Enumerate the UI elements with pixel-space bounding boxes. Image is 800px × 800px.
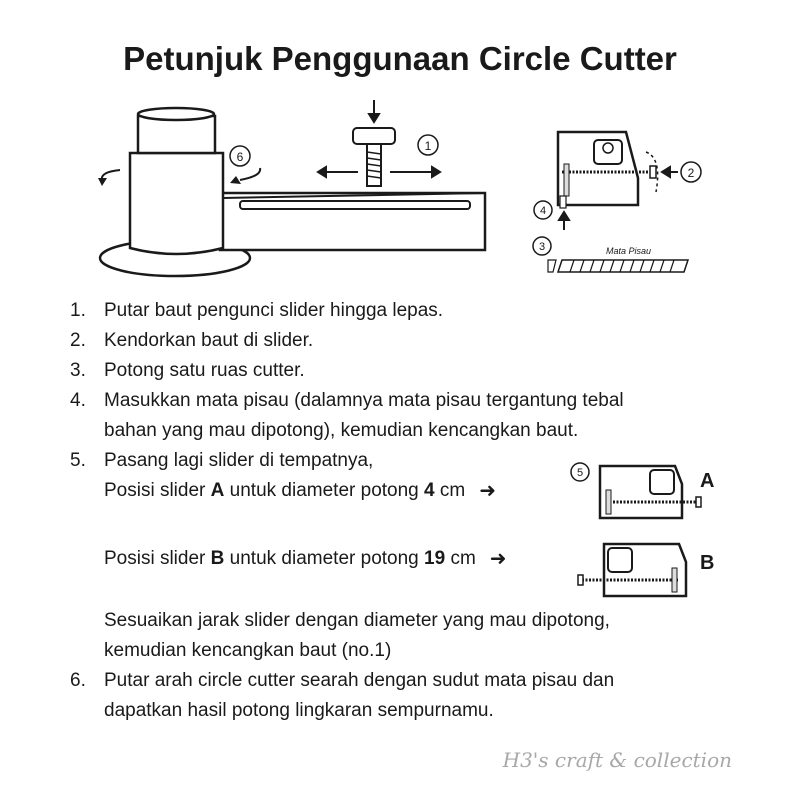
step-text: bahan yang mau dipotong), kemudian kencangkan baut.: [104, 420, 579, 441]
slider-detail-icon: [528, 120, 708, 285]
blade-label: Mata Pisau: [606, 246, 652, 256]
step-text: kemudian kencangkan baut (no.1): [104, 640, 392, 662]
step-number: 6.: [70, 670, 86, 692]
step-text: Pasang lagi slider di tempatnya,: [104, 450, 374, 471]
arrow-icon: ➜: [479, 480, 496, 502]
watermark: H3's craft & collection: [502, 748, 732, 772]
step-text: Masukkan mata pisau (dalamnya mata pisau tergantung tebal: [104, 390, 624, 411]
step-number: 4.: [70, 390, 86, 411]
step-number: 3.: [70, 360, 86, 381]
step-text: Potong satu ruas cutter.: [104, 360, 305, 381]
page-title: Petunjuk Penggunaan Circle Cutter: [123, 40, 677, 77]
blade-icon: [548, 260, 688, 272]
step-3: [70, 356, 750, 386]
step-4: [70, 386, 750, 446]
step-1: [70, 296, 750, 326]
step-number: 1.: [70, 300, 86, 321]
position-b-letter: B: [700, 552, 715, 574]
slider-position-a-icon: [570, 460, 710, 525]
position-a-letter: A: [700, 470, 715, 492]
position-a-text: Posisi slider A untuk diameter potong 4 cm ➜: [104, 476, 750, 506]
step-text: Putar arah circle cutter searah dengan sudut mata pisau dan: [104, 670, 615, 692]
svg-text:6: 6: [236, 150, 244, 164]
position-b-text: Posisi slider B untuk diameter potong 19 cm ➜: [104, 544, 750, 574]
step-text: Putar baut pengunci slider hingga lepas.: [104, 300, 444, 321]
svg-text:4: 4: [539, 205, 547, 217]
cutter-body-icon: [90, 98, 510, 283]
step-text: Kendorkan baut di slider.: [104, 330, 314, 351]
svg-text:5: 5: [576, 467, 584, 479]
step-text: Sesuaikan jarak slider dengan diameter yang mau dipotong,: [104, 610, 610, 632]
step-number: 5.: [70, 450, 86, 471]
step-2: [70, 326, 750, 356]
svg-text:1: 1: [424, 139, 432, 153]
arrow-icon: ➜: [489, 548, 507, 571]
svg-text:3: 3: [538, 241, 546, 253]
step-text: dapatkan hasil potong lingkaran sempurnamu.: [104, 700, 494, 722]
step-number: 2.: [70, 330, 86, 351]
svg-text:2: 2: [687, 166, 695, 180]
step-6: [70, 666, 750, 726]
slider-position-b-icon: [574, 538, 714, 603]
